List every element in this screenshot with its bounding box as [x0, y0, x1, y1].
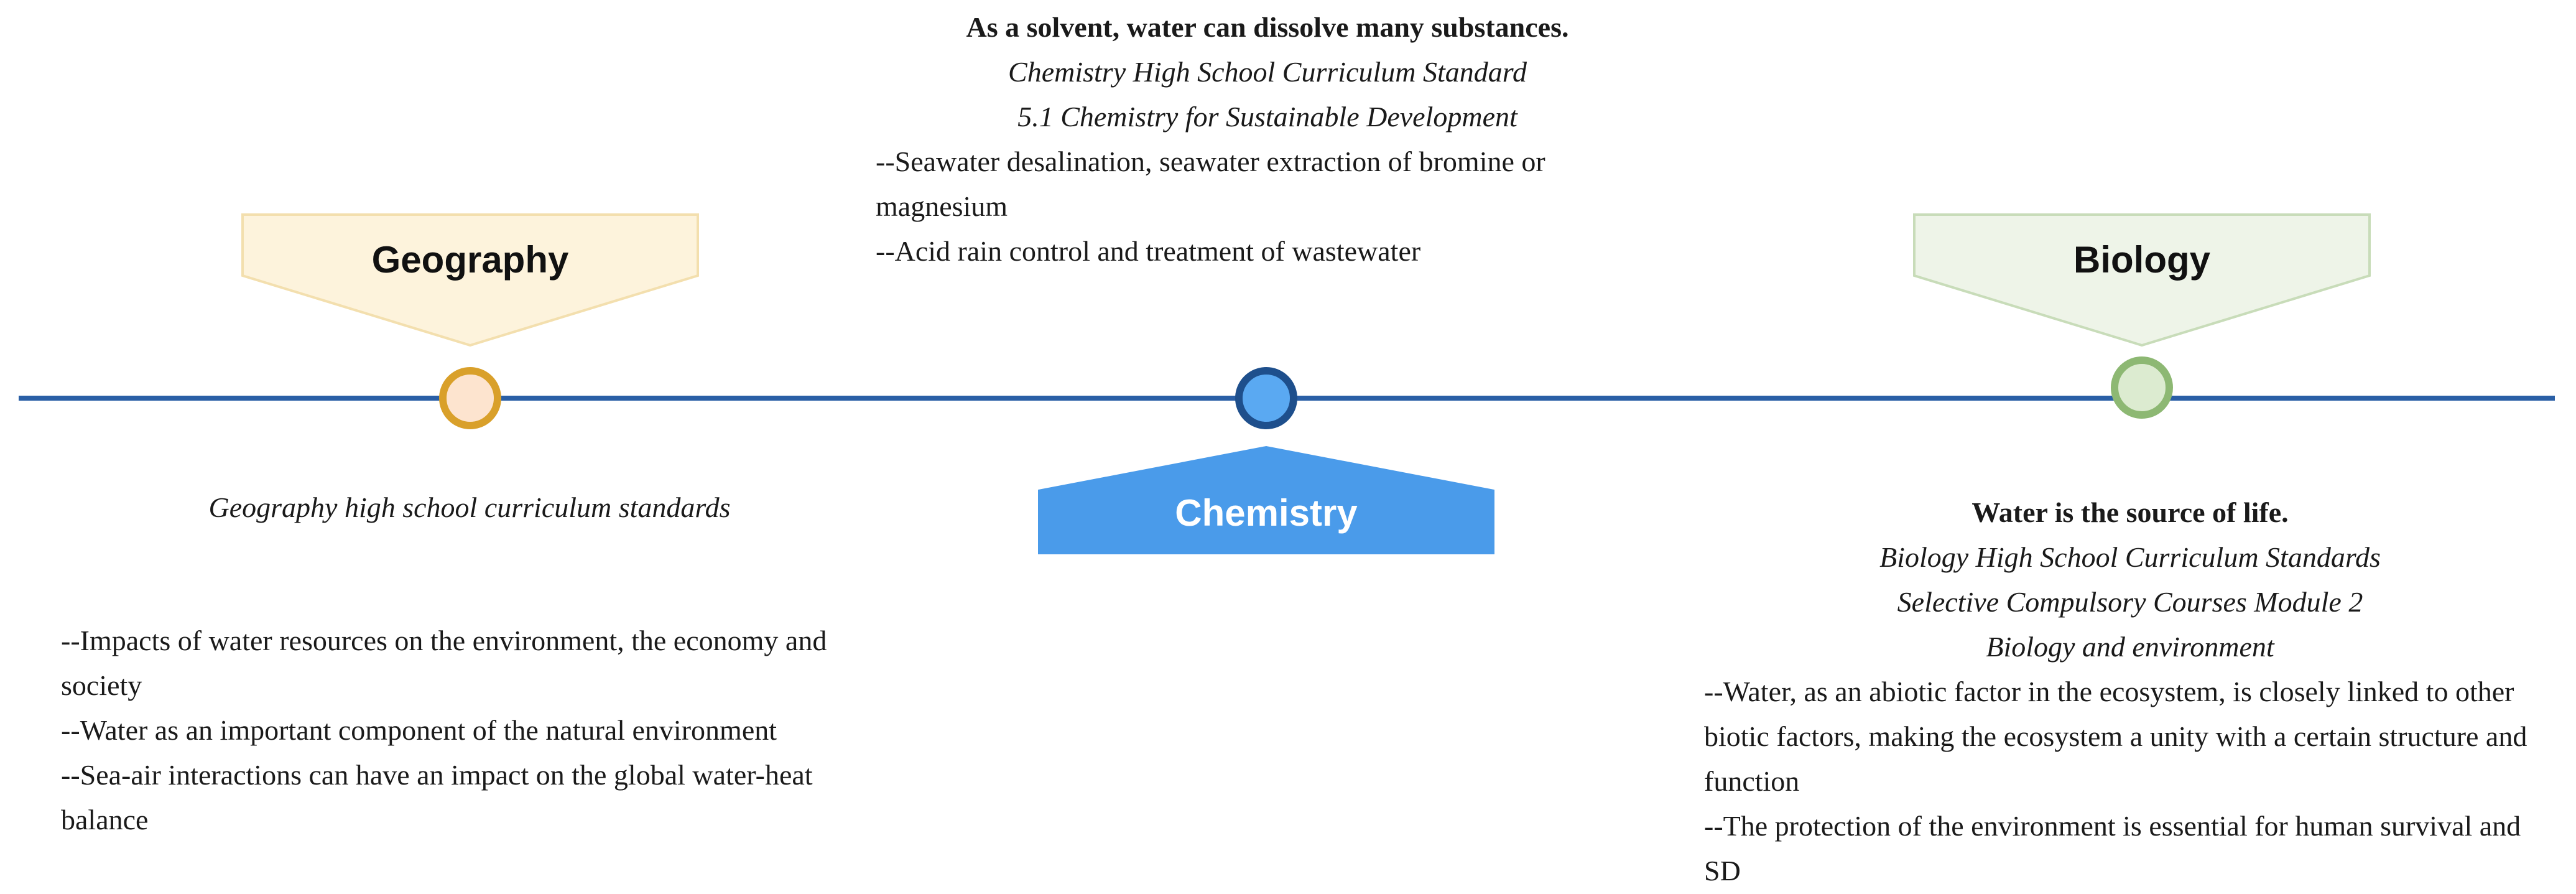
biology-point: --Water, as an abiotic factor in the ecosystem, is closely linked to other biotic factors, making the ecosystem a unity with a certain structure and function [1704, 676, 2527, 797]
biology-node [2115, 360, 2169, 415]
biology-point: --The protection of the environment is essential for human survival and SD [1704, 810, 2521, 887]
geography-node [443, 371, 498, 426]
chemistry-point: --Seawater desalination, seawater extraction of bromine or magnesium [876, 146, 1545, 222]
chemistry-points [876, 139, 1647, 274]
chemistry-label: Chemistry [1175, 492, 1358, 534]
geography-point: --Impacts of water resources on the environment, the economy and society [61, 625, 827, 701]
biology-module: Selective Compulsory Courses Module 2 [1897, 586, 2363, 618]
geography-point: --Water as an important component of the natural environment [61, 714, 777, 746]
geography-label: Geography [371, 239, 569, 281]
geography-description [62, 485, 933, 530]
biology-topic: Biology and environment [1986, 631, 2274, 663]
biology-heading: Water is the source of life. [1971, 496, 2289, 528]
biology-standard: Biology High School Curriculum Standards [1879, 541, 2381, 573]
chemistry-module: 5.1 Chemistry for Sustainable Development [1017, 101, 1517, 133]
chemistry-node [1239, 371, 1294, 426]
geography-point: --Sea-air interactions can have an impact on the global water-heat balance [61, 759, 813, 836]
chemistry-description [876, 5, 1659, 274]
geography-subtitle: Geography high school curriculum standards [208, 491, 731, 523]
chemistry-heading: As a solvent, water can dissolve many substances. [966, 11, 1569, 43]
biology-label: Biology [2073, 239, 2210, 281]
biology-description [1704, 490, 2556, 893]
chemistry-standard: Chemistry High School Curriculum Standard [1008, 56, 1527, 88]
geography-points [61, 618, 888, 842]
chemistry-point: --Acid rain control and treatment of wastewater [876, 235, 1421, 267]
